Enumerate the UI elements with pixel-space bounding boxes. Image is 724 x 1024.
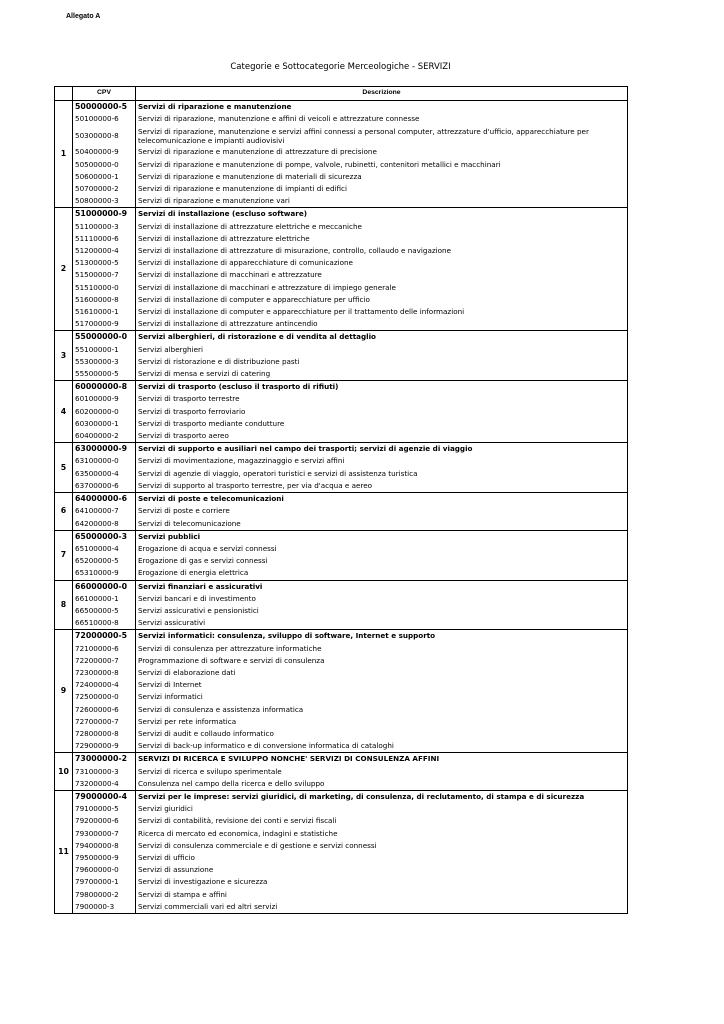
category-number: 7	[55, 530, 73, 580]
subcategory-description: Servizi di installazione di computer e apparecchiature per ufficio	[136, 294, 628, 306]
subcategory-row	[55, 368, 628, 381]
subcategory-row	[55, 171, 628, 183]
category-cpv-code: 66000000-0	[73, 580, 136, 593]
subcategory-cpv-code: 51500000-7	[73, 269, 136, 281]
subcategory-row	[55, 667, 628, 679]
subcategory-cpv-code: 66100000-1	[73, 593, 136, 605]
subcategory-cpv-code: 51510000-0	[73, 282, 136, 294]
subcategory-cpv-code: 63100000-0	[73, 455, 136, 467]
subcategory-row	[55, 257, 628, 269]
subcategory-description: Servizi di back-up informatico e di conversione informatica di cataloghi	[136, 740, 628, 753]
subcategory-description: Servizi di stampa e affini	[136, 889, 628, 901]
subcategory-row	[55, 704, 628, 716]
category-number: 11	[55, 790, 73, 913]
subcategory-cpv-code: 65100000-4	[73, 543, 136, 555]
subcategory-cpv-code: 50100000-6	[73, 113, 136, 125]
subcategory-cpv-code: 51110000-6	[73, 233, 136, 245]
subcategory-row	[55, 233, 628, 245]
category-cpv-code: 72000000-5	[73, 630, 136, 643]
subcategory-description: Servizi di consulenza per attrezzature informatiche	[136, 643, 628, 655]
attachment-label: Allegato A	[66, 13, 101, 20]
subcategory-row	[55, 605, 628, 617]
subcategory-row	[55, 876, 628, 888]
subcategory-row	[55, 406, 628, 418]
subcategory-row	[55, 356, 628, 368]
subcategory-description: Servizi di riparazione e manutenzione vari	[136, 195, 628, 208]
subcategory-description: Servizi di trasporto terrestre	[136, 393, 628, 405]
subcategory-row	[55, 828, 628, 840]
subcategory-description: Servizi di riparazione, manutenzione e affini di veicoli e attrezzature connesse	[136, 113, 628, 125]
subcategory-description: Servizi di installazione di macchinari e attrezzature di impiego generale	[136, 282, 628, 294]
category-description: Servizi di trasporto (escluso il trasporto di rifiuti)	[136, 381, 628, 394]
subcategory-row	[55, 803, 628, 815]
subcategory-description: Servizi di riparazione, manutenzione e servizi affini connessi a personal computer, attrezzature d'ufficio, apparecchiature per telecomunicazione e impianti audiovisivi	[136, 125, 628, 146]
subcategory-description: Servizi di trasporto mediante condutture	[136, 418, 628, 430]
subcategory-cpv-code: 72200000-7	[73, 655, 136, 667]
subcategory-description: Servizi di investigazione e sicurezza	[136, 876, 628, 888]
subcategory-row	[55, 901, 628, 914]
category-cpv-code: 63000000-9	[73, 443, 136, 456]
subcategory-description: Servizi di installazione di macchinari e attrezzature	[136, 269, 628, 281]
subcategory-description: Servizi assicurativi	[136, 617, 628, 630]
category-row	[55, 753, 628, 766]
subcategory-description: Servizi di riparazione e manutenzione di materiali di sicurezza	[136, 171, 628, 183]
subcategory-row	[55, 125, 628, 146]
subcategory-row	[55, 294, 628, 306]
category-number: 4	[55, 381, 73, 443]
subcategory-cpv-code: 60300000-1	[73, 418, 136, 430]
subcategory-description: Servizi assicurativi e pensionistici	[136, 605, 628, 617]
subcategory-row	[55, 740, 628, 753]
subcategory-description: Servizi di telecomunicazione	[136, 518, 628, 531]
subcategory-cpv-code: 79600000-0	[73, 864, 136, 876]
subcategory-cpv-code: 51610000-1	[73, 306, 136, 318]
subcategory-cpv-code: 72500000-0	[73, 691, 136, 703]
category-description: Servizi di supporto e ausiliari nel campo dei trasporti; servizi di agenzie di viaggio	[136, 443, 628, 456]
subcategory-cpv-code: 63700000-6	[73, 480, 136, 493]
subcategory-cpv-code: 72800000-8	[73, 728, 136, 740]
subcategory-row	[55, 815, 628, 827]
subcategory-row	[55, 766, 628, 778]
subcategory-description: Servizi giuridici	[136, 803, 628, 815]
subcategory-description: Servizi di riparazione e manutenzione di attrezzature di precisione	[136, 146, 628, 158]
subcategory-cpv-code: 65310000-9	[73, 567, 136, 580]
subcategory-cpv-code: 51600000-8	[73, 294, 136, 306]
subcategory-cpv-code: 51100000-3	[73, 221, 136, 233]
subcategory-row	[55, 269, 628, 281]
subcategory-row	[55, 306, 628, 318]
subcategory-description: Servizi di installazione di computer e apparecchiature per il trattamento delle informazioni	[136, 306, 628, 318]
subcategory-row	[55, 889, 628, 901]
subcategory-row	[55, 593, 628, 605]
subcategory-row	[55, 679, 628, 691]
category-cpv-code: 65000000-3	[73, 530, 136, 543]
subcategory-description: Servizi di trasporto ferroviario	[136, 406, 628, 418]
subcategory-cpv-code: 64200000-8	[73, 518, 136, 531]
subcategory-cpv-code: 72600000-6	[73, 704, 136, 716]
subcategory-description: Servizi di elaborazione dati	[136, 667, 628, 679]
subcategory-row	[55, 195, 628, 208]
subcategory-cpv-code: 79700000-1	[73, 876, 136, 888]
subcategory-row	[55, 617, 628, 630]
subcategory-description: Servizi di installazione di apparecchiature di comunicazione	[136, 257, 628, 269]
category-number: 6	[55, 493, 73, 531]
subcategory-row	[55, 159, 628, 171]
page-title: Categorie e Sottocategorie Merceologiche - SERVIZI	[230, 62, 451, 72]
subcategory-cpv-code: 51700000-9	[73, 318, 136, 331]
subcategory-row	[55, 691, 628, 703]
subcategory-description: Servizi di consulenza commerciale e di gestione e servizi connessi	[136, 840, 628, 852]
subcategory-cpv-code: 51200000-4	[73, 245, 136, 257]
subcategory-description: Servizi informatici	[136, 691, 628, 703]
category-row	[55, 580, 628, 593]
subcategory-description: Servizi di contabilità, revisione dei conti e servizi fiscali	[136, 815, 628, 827]
subcategory-description: Servizi di mensa e servizi di catering	[136, 368, 628, 381]
subcategory-cpv-code: 79400000-8	[73, 840, 136, 852]
subcategory-cpv-code: 72900000-9	[73, 740, 136, 753]
subcategory-row	[55, 655, 628, 667]
subcategory-description: Servizi per rete informatica	[136, 716, 628, 728]
category-cpv-code: 64000000-6	[73, 493, 136, 506]
subcategory-cpv-code: 55300000-3	[73, 356, 136, 368]
subcategory-description: Servizi di installazione di attrezzature di misurazione, controllo, collaudo e navigazione	[136, 245, 628, 257]
subcategory-cpv-code: 72100000-6	[73, 643, 136, 655]
column-header-description: Descrizione	[136, 87, 628, 101]
category-cpv-code: 60000000-8	[73, 381, 136, 394]
category-number: 2	[55, 208, 73, 331]
subcategory-cpv-code: 60200000-0	[73, 406, 136, 418]
subcategory-description: Servizi di trasporto aereo	[136, 430, 628, 443]
subcategory-cpv-code: 65200000-5	[73, 555, 136, 567]
category-description: Servizi per le imprese: servizi giuridici, di marketing, di consulenza, di reclutamento, di stampa e di sicurezza	[136, 790, 628, 803]
subcategory-description: Programmazione di software e servizi di consulenza	[136, 655, 628, 667]
subcategory-row	[55, 518, 628, 531]
category-number: 1	[55, 101, 73, 208]
subcategory-row	[55, 146, 628, 158]
subcategory-cpv-code: 79100000-5	[73, 803, 136, 815]
category-description: SERVIZI DI RICERCA E SVILUPPO NONCHE' SERVIZI DI CONSULENZA AFFINI	[136, 753, 628, 766]
category-row	[55, 790, 628, 803]
category-description: Servizi finanziari e assicurativi	[136, 580, 628, 593]
subcategory-row	[55, 864, 628, 876]
subcategory-row	[55, 555, 628, 567]
category-row	[55, 381, 628, 394]
subcategory-description: Erogazione di acqua e servizi connessi	[136, 543, 628, 555]
subcategory-description: Consulenza nel campo della ricerca e dello sviluppo	[136, 778, 628, 791]
category-cpv-code: 79000000-4	[73, 790, 136, 803]
subcategory-cpv-code: 7900000-3	[73, 901, 136, 914]
category-cpv-code: 73000000-2	[73, 753, 136, 766]
category-description: Servizi informatici: consulenza, sviluppo di software, Internet e supporto	[136, 630, 628, 643]
subcategory-description: Servizi di installazione di attrezzature elettriche e meccaniche	[136, 221, 628, 233]
category-number: 10	[55, 753, 73, 791]
subcategory-cpv-code: 64100000-7	[73, 505, 136, 517]
subcategory-row	[55, 318, 628, 331]
category-row	[55, 331, 628, 344]
subcategory-row	[55, 480, 628, 493]
category-cpv-code: 51000000-9	[73, 208, 136, 221]
subcategory-description: Erogazione di energia elettrica	[136, 567, 628, 580]
subcategory-row	[55, 468, 628, 480]
subcategory-row	[55, 344, 628, 356]
subcategory-row	[55, 418, 628, 430]
subcategory-cpv-code: 66500000-5	[73, 605, 136, 617]
subcategory-row	[55, 282, 628, 294]
subcategory-description: Servizi di consulenza e assistenza informatica	[136, 704, 628, 716]
subcategory-description: Servizi di poste e corriere	[136, 505, 628, 517]
subcategory-cpv-code: 79200000-6	[73, 815, 136, 827]
subcategory-cpv-code: 72700000-7	[73, 716, 136, 728]
category-row	[55, 443, 628, 456]
subcategory-cpv-code: 73200000-4	[73, 778, 136, 791]
category-number: 5	[55, 443, 73, 493]
subcategory-cpv-code: 55100000-1	[73, 344, 136, 356]
category-row	[55, 493, 628, 506]
category-number: 9	[55, 630, 73, 753]
subcategory-description: Servizi di installazione di attrezzature antincendio	[136, 318, 628, 331]
category-description: Servizi di poste e telecomunicazioni	[136, 493, 628, 506]
subcategory-description: Erogazione di gas e servizi connessi	[136, 555, 628, 567]
category-number: 8	[55, 580, 73, 630]
subcategory-row	[55, 778, 628, 791]
subcategory-row	[55, 716, 628, 728]
subcategory-row	[55, 567, 628, 580]
subcategory-cpv-code: 79500000-9	[73, 852, 136, 864]
subcategory-row	[55, 183, 628, 195]
subcategory-cpv-code: 50300000-8	[73, 125, 136, 146]
category-row	[55, 208, 628, 221]
category-number: 3	[55, 331, 73, 381]
category-description: Servizi alberghieri, di ristorazione e di vendita al dettaglio	[136, 331, 628, 344]
subcategory-description: Servizi di ristorazione e di distribuzione pasti	[136, 356, 628, 368]
subcategory-description: Servizi commerciali vari ed altri servizi	[136, 901, 628, 914]
subcategory-description: Servizi di riparazione e manutenzione di pompe, valvole, rubinetti, contenitori metallici e macchinari	[136, 159, 628, 171]
category-description: Servizi pubblici	[136, 530, 628, 543]
subcategory-row	[55, 852, 628, 864]
subcategory-row	[55, 840, 628, 852]
category-description: Servizi di installazione (escluso software)	[136, 208, 628, 221]
subcategory-description: Servizi di riparazione e manutenzione di impianti di edifici	[136, 183, 628, 195]
subcategory-cpv-code: 79300000-7	[73, 828, 136, 840]
subcategory-cpv-code: 50400000-9	[73, 146, 136, 158]
subcategory-row	[55, 455, 628, 467]
subcategory-cpv-code: 50500000-0	[73, 159, 136, 171]
subcategory-cpv-code: 79800000-2	[73, 889, 136, 901]
subcategory-row	[55, 728, 628, 740]
subcategory-row	[55, 393, 628, 405]
category-row	[55, 101, 628, 114]
subcategory-description: Servizi di ricerca e svilupo sperimentale	[136, 766, 628, 778]
subcategory-description: Servizi di assunzione	[136, 864, 628, 876]
subcategory-row	[55, 643, 628, 655]
category-cpv-code: 50000000-5	[73, 101, 136, 114]
subcategory-cpv-code: 55500000-5	[73, 368, 136, 381]
subcategory-row	[55, 505, 628, 517]
subcategory-cpv-code: 50600000-1	[73, 171, 136, 183]
table-header-row	[55, 87, 628, 101]
subcategory-cpv-code: 51300000-5	[73, 257, 136, 269]
subcategory-description: Servizi di audit e collaudo informatico	[136, 728, 628, 740]
subcategory-cpv-code: 66510000-8	[73, 617, 136, 630]
column-header-number	[55, 87, 73, 101]
subcategory-description: Servizi di movimentazione, magazzinaggio e servizi affini	[136, 455, 628, 467]
subcategory-description: Servizi alberghieri	[136, 344, 628, 356]
subcategory-description: Servizi di installazione di attrezzature elettriche	[136, 233, 628, 245]
category-cpv-code: 55000000-0	[73, 331, 136, 344]
subcategory-row	[55, 430, 628, 443]
subcategory-cpv-code: 63500000-4	[73, 468, 136, 480]
subcategory-cpv-code: 60400000-2	[73, 430, 136, 443]
table-body	[55, 101, 628, 914]
subcategory-row	[55, 245, 628, 257]
subcategory-row	[55, 543, 628, 555]
category-row	[55, 530, 628, 543]
subcategory-row	[55, 113, 628, 125]
cpv-table	[54, 86, 628, 914]
category-description: Servizi di riparazione e manutenzione	[136, 101, 628, 114]
subcategory-cpv-code: 50700000-2	[73, 183, 136, 195]
subcategory-description: Servizi di ufficio	[136, 852, 628, 864]
subcategory-cpv-code: 72400000-4	[73, 679, 136, 691]
subcategory-description: Servizi bancari e di investimento	[136, 593, 628, 605]
subcategory-description: Servizi di agenzie di viaggio, operatori turistici e servizi di assistenza turistica	[136, 468, 628, 480]
subcategory-cpv-code: 50800000-3	[73, 195, 136, 208]
subcategory-row	[55, 221, 628, 233]
column-header-cpv: CPV	[73, 87, 136, 101]
subcategory-description: Ricerca di mercato ed economica, indagini e statistiche	[136, 828, 628, 840]
subcategory-cpv-code: 73100000-3	[73, 766, 136, 778]
subcategory-cpv-code: 72300000-8	[73, 667, 136, 679]
subcategory-description: Servizi di supporto al trasporto terrestre, per via d'acqua e aereo	[136, 480, 628, 493]
category-row	[55, 630, 628, 643]
subcategory-cpv-code: 60100000-9	[73, 393, 136, 405]
subcategory-description: Servizi di Internet	[136, 679, 628, 691]
